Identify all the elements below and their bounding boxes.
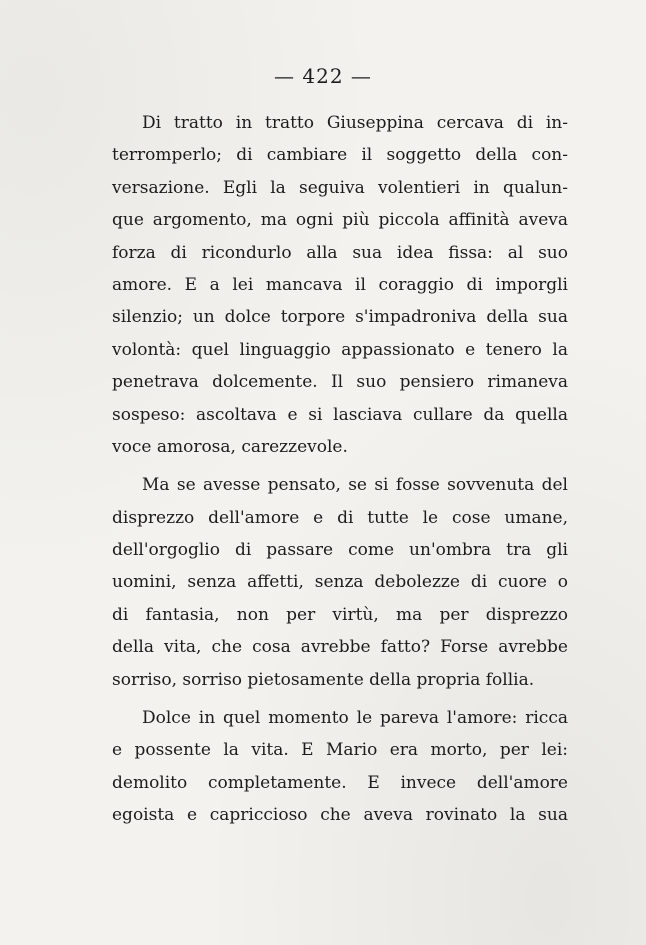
text-line: terromperlo; di cambiare il soggetto della con- [112, 145, 568, 166]
paragraph-2 [112, 469, 568, 696]
text-line: silenzio; un dolce torpore s'impadroniva della sua [112, 307, 568, 328]
text-line: volontà: quel linguaggio appassionato e tenero la [112, 339, 568, 360]
text-line: forza di ricondurlo alla sua idea fissa: al suo [112, 242, 568, 263]
text-line: sospeso: ascoltava e si lasciava cullare da quella [112, 404, 568, 425]
body-text [112, 107, 568, 832]
text-line: penetrava dolcemente. Il suo pensiero rimaneva [112, 372, 568, 393]
text-line: voce amorosa, carezzevole. [112, 436, 348, 457]
text-line: di fantasia, non per virtù, ma per disprezzo [112, 604, 568, 625]
text-line: dell'orgoglio di passare come un'ombra tra gli [112, 540, 568, 561]
text-line: uomini, senza affetti, senza debolezze di cuore o [112, 572, 568, 593]
text-line: Ma se avesse pensato, se si fosse sovvenuta del [142, 475, 568, 496]
paragraph-3 [112, 702, 568, 832]
text-line: que argomento, ma ogni più piccola affinità aveva [112, 210, 568, 231]
text-line: egoista e capriccioso che aveva rovinato la sua [112, 805, 568, 826]
paragraph-1 [112, 107, 568, 463]
text-line: sorriso, sorriso pietosamente della propria follia. [112, 669, 535, 690]
page-number: — 422 — [274, 64, 372, 88]
text-line: disprezzo dell'amore e di tutte le cose umane, [112, 507, 568, 528]
text-line: versazione. Egli la seguiva volentieri in qualun- [112, 177, 568, 198]
text-line: demolito completamente. E invece dell'amore [112, 772, 568, 793]
text-line: Dolce in quel momento le pareva l'amore: ricca [142, 708, 568, 729]
text-line: e possente la vita. E Mario era morto, per lei: [112, 740, 568, 761]
text-line: amore. E a lei mancava il coraggio di imporgli [112, 274, 568, 295]
text-line: della vita, che cosa avrebbe fatto? Forse avrebbe [112, 637, 568, 658]
text-line: Di tratto in tratto Giuseppina cercava di in- [142, 113, 568, 133]
